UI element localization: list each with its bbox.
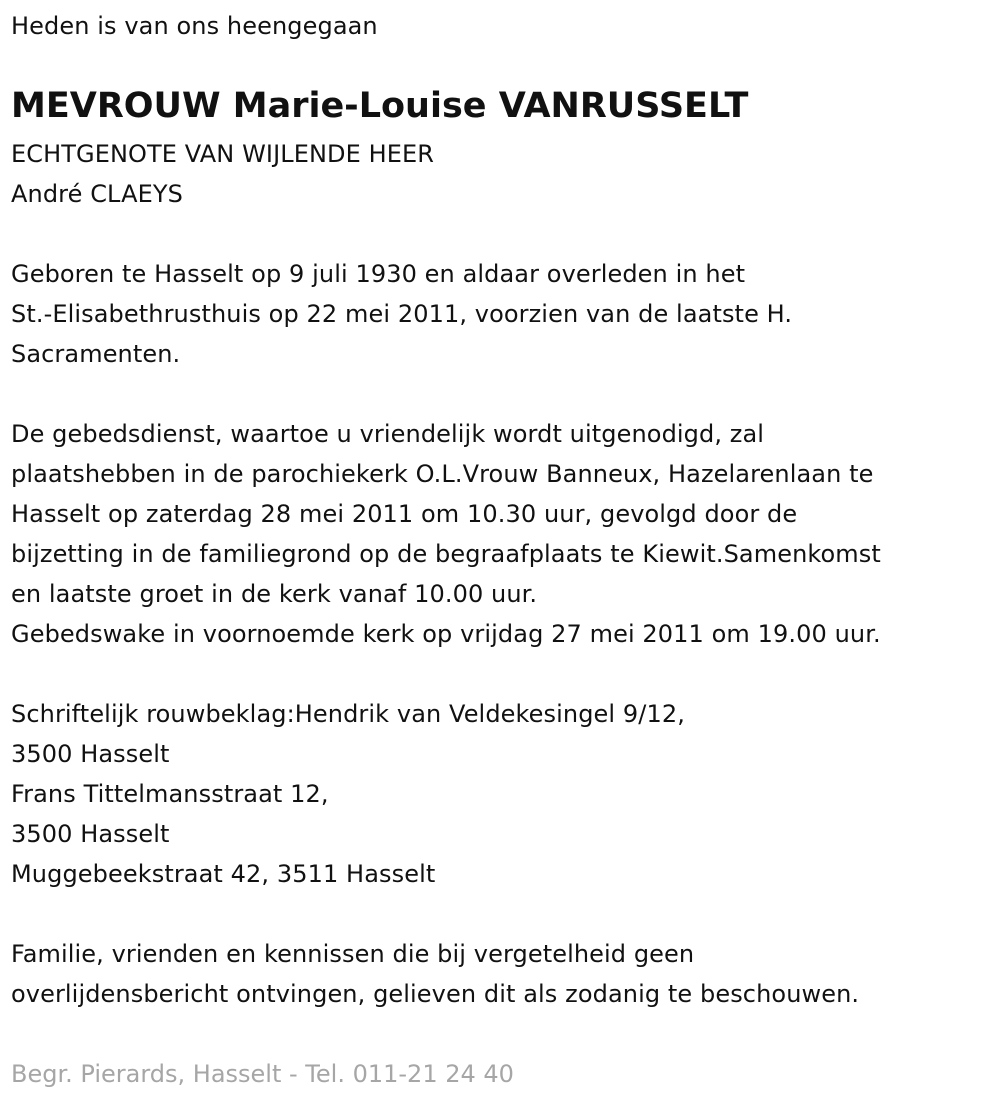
condolence-line: Frans Tittelmansstraat 12, <box>11 780 329 808</box>
condolence-line: Schriftelijk rouwbeklag:Hendrik van Veldekesingel 9/12, <box>11 700 685 728</box>
birth-death-line: St.-Elisabethrusthuis op 22 mei 2011, voorzien van de laatste H. <box>11 300 793 328</box>
condolence-line: Muggebeekstraat 42, 3511 Hasselt <box>11 860 436 888</box>
deceased-name: MEVROUW Marie-Louise VANRUSSELT <box>11 86 749 126</box>
service-section <box>11 414 881 654</box>
birth-death-line: Geboren te Hasselt op 9 juli 1930 en aldaar overleden in het <box>11 260 746 288</box>
service-line: plaatshebben in de parochiekerk O.L.Vrouw Banneux, Hazelarenlaan te <box>11 460 874 488</box>
birth-death-section <box>11 254 792 374</box>
service-line: De gebedsdienst, waartoe u vriendelijk wordt uitgenodigd, zal <box>11 420 765 448</box>
service-line: en laatste groet in de kerk vanaf 10.00 uur. <box>11 580 538 608</box>
service-line: bijzetting in de familiegrond op de begraafplaats te Kiewit.Samenkomst <box>11 540 881 568</box>
spouse-section <box>11 134 434 214</box>
spouse-line: André CLAEYS <box>11 180 183 208</box>
intro-text: Heden is van ons heengegaan <box>11 12 378 40</box>
spouse-line: ECHTGENOTE VAN WIJLENDE HEER <box>11 140 435 168</box>
condolence-line: 3500 Hasselt <box>11 820 170 848</box>
funeral-home-footer: Begr. Pierards, Hasselt - Tel. 011-21 24 40 <box>11 1060 514 1088</box>
birth-death-line: Sacramenten. <box>11 340 181 368</box>
vigil-line: Gebedswake in voornoemde kerk op vrijdag 27 mei 2011 om 19.00 uur. <box>11 620 881 648</box>
service-line: Hasselt op zaterdag 28 mei 2011 om 10.30 uur, gevolgd door de <box>11 500 798 528</box>
condolence-address-section <box>11 694 685 894</box>
family-note-line: overlijdensbericht ontvingen, gelieven dit als zodanig te beschouwen. <box>11 980 860 1008</box>
family-note-section <box>11 934 859 1014</box>
condolence-line: 3500 Hasselt <box>11 740 170 768</box>
family-note-line: Familie, vrienden en kennissen die bij vergetelheid geen <box>11 940 695 968</box>
